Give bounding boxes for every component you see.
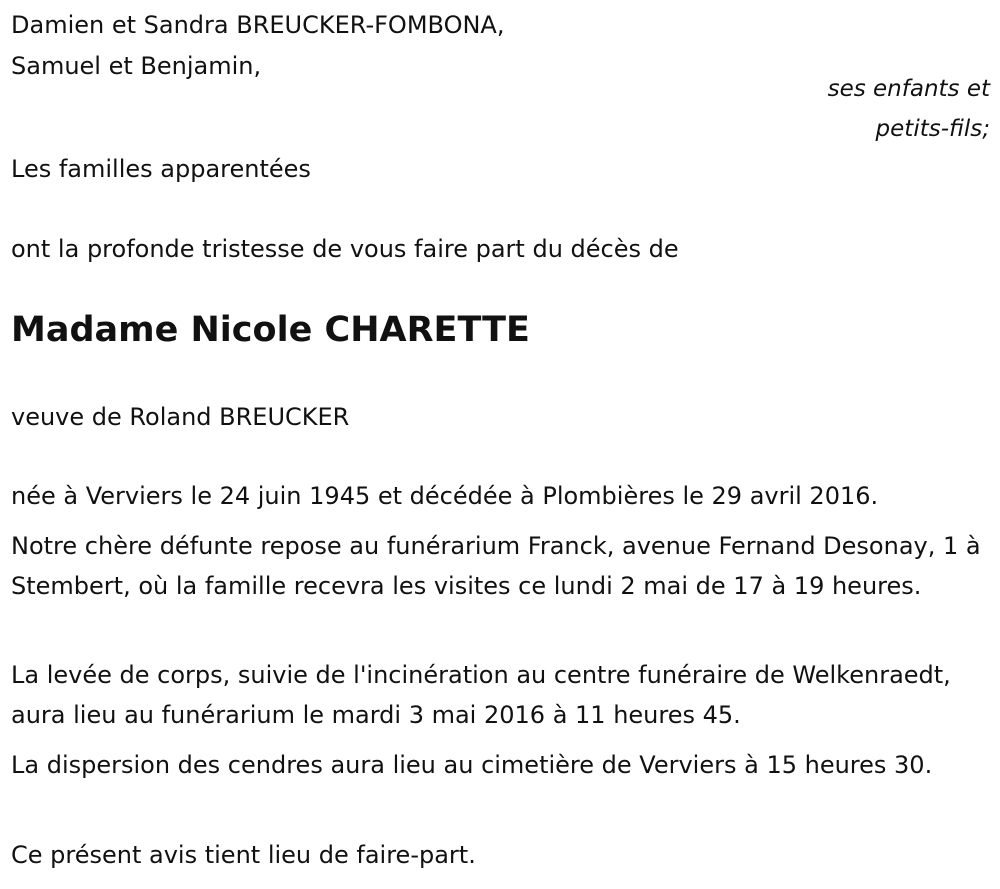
- announcement-line: ont la profonde tristesse de vous faire part du décès de: [11, 235, 679, 263]
- ceremony-paragraph: La levée de corps, suivie de l'incinération au centre funéraire de Welkenraedt, aura lieu au funérarium le mardi 3 mai 2016 à 11 heures 45.: [11, 661, 951, 729]
- deceased-name: Madame Nicole CHARETTE: [11, 310, 530, 350]
- family-line-1: Damien et Sandra BREUCKER-FOMBONA,: [11, 11, 505, 39]
- widow-of-line: veuve de Roland BREUCKER: [11, 403, 350, 431]
- birth-death-line: née à Verviers le 24 juin 1945 et décédée à Plombières le 29 avril 2016.: [11, 482, 879, 510]
- ashes-paragraph: La dispersion des cendres aura lieu au cimetière de Verviers à 15 heures 30.: [11, 751, 933, 779]
- relation-line-2: petits-fils;: [875, 116, 990, 142]
- relation-line-1: ses enfants et: [827, 76, 990, 102]
- relatives-line: Les familles apparentées: [11, 155, 311, 183]
- closing-line: Ce présent avis tient lieu de faire-part.: [11, 841, 476, 869]
- rest-info-paragraph: Notre chère défunte repose au funérarium Franck, avenue Fernand Desonay, 1 à Stembert, où la famille recevra les visites ce lundi 2 mai de 17 à 19 heures.: [11, 532, 981, 600]
- death-notice: [11, 0, 990, 889]
- family-line-2: Samuel et Benjamin,: [11, 52, 262, 80]
